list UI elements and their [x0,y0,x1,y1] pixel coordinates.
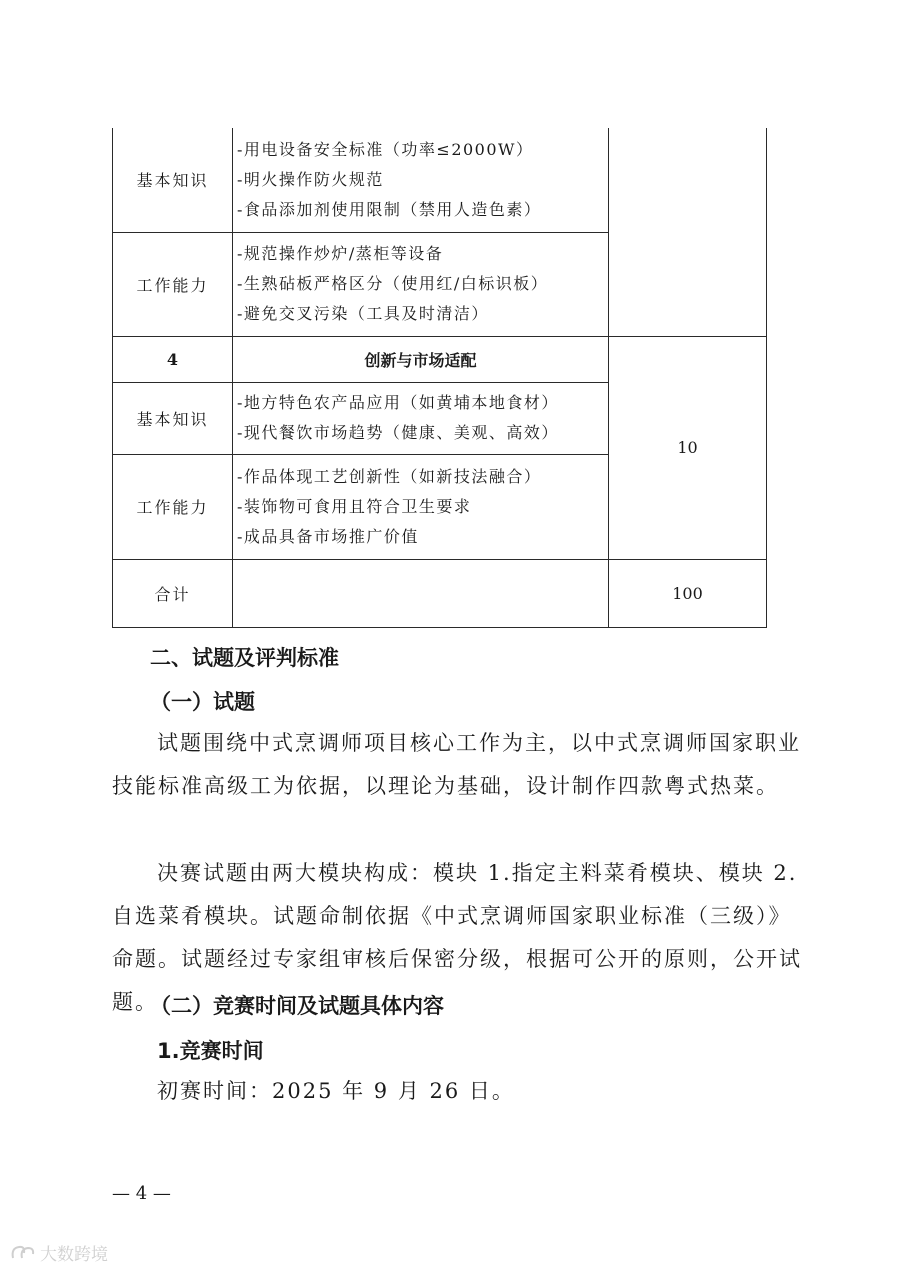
module-number: 4 [113,336,233,382]
content-cell [233,454,609,559]
subsection-heading: （二）竞赛时间及试题具体内容 [150,994,444,1018]
list-item: -地方特色农产品应用（如黄埔本地食材） [237,393,559,412]
list-item: -规范操作炒炉/蒸柜等设备 [237,244,444,263]
list-item: -生熟砧板严格区分（使用红/白标识板） [237,274,549,293]
subsection-heading: 1.竞赛时间 [157,1039,264,1063]
category-cell: 基本知识 [113,128,233,232]
total-value: 100 [609,559,767,627]
scoring-table [112,128,767,628]
list-item: -明火操作防火规范 [237,169,384,189]
total-row [113,559,767,627]
list-item: -成品具备市场推广价值 [237,526,419,546]
watermark-text: 大数跨境 [40,1245,108,1265]
content-cell [233,382,609,454]
score-cell [609,128,767,336]
paragraph: 试题围绕中式烹调师项目核心工作为主，以中式烹调师国家职业技能标准高级工为依据，以理论为基础，设计制作四款粤式热菜。 [112,731,801,798]
category-cell: 工作能力 [113,454,233,559]
list-item: -避免交叉污染（工具及时清洁） [237,304,489,323]
table-row [113,128,767,232]
module-score: 10 [609,336,767,559]
content-cell [233,232,609,336]
subsection-heading: （一）试题 [150,690,255,714]
list-item: -食品添加剂使用限制（禁用人造色素） [237,199,542,219]
content-cell [233,128,609,232]
paragraph: 初赛时间：2025 年 9 月 26 日。 [157,1079,515,1103]
section-heading: 二、试题及评判标准 [150,646,339,670]
page-number: — 4 — [112,1183,171,1204]
paragraph: 决赛试题由两大模块构成：模块 1.指定主料菜肴模块、模块 2.自选菜肴模块。试题命制依据《中式烹调师国家职业标准（三级）》命题。试题经过专家组审核后保密分级，根据可公开的原则，公开试题。 [112,861,802,1014]
list-item: -作品体现工艺创新性（如新技法融合） [237,466,542,486]
list-item: -现代餐饮市场趋势（健康、美观、高效） [237,423,559,442]
list-item: -装饰物可食用且符合卫生要求 [237,496,472,516]
category-cell: 工作能力 [113,232,233,336]
total-label: 合计 [113,559,233,627]
total-empty [233,559,609,627]
list-item: -用电设备安全标准（功率≤2000W） [237,139,534,159]
watermark-logo-icon [10,1244,36,1262]
watermark [10,1240,108,1265]
category-cell: 基本知识 [113,382,233,454]
module-title: 创新与市场适配 [233,336,609,382]
module-row [113,336,767,382]
